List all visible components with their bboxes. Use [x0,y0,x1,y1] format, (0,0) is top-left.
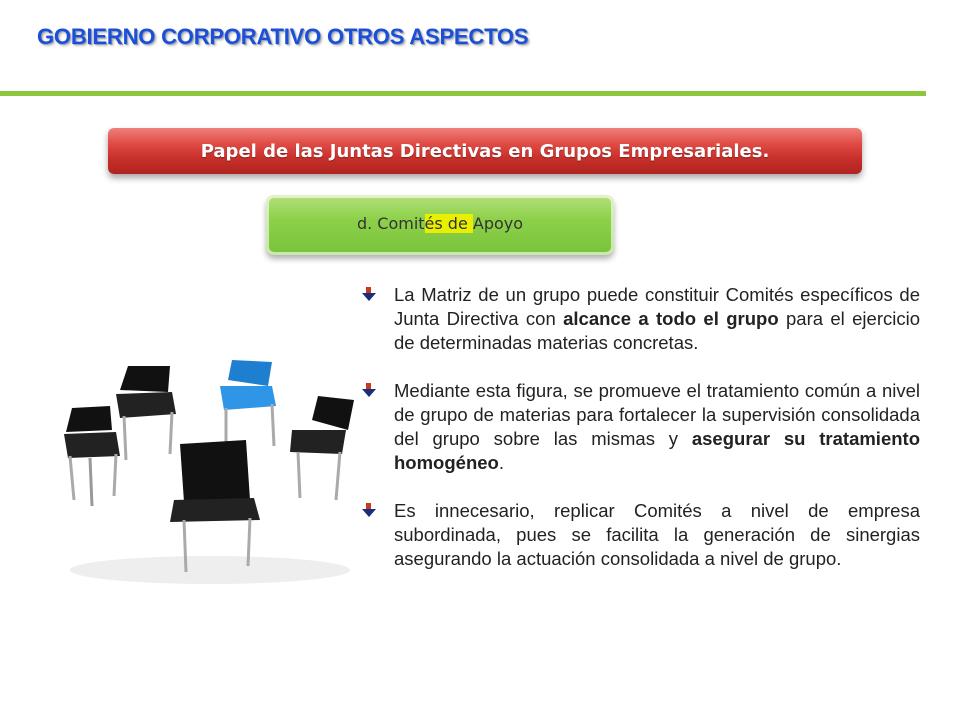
chair-right [290,396,354,500]
subsection-tag-label: d. Comités de Apoyo [356,214,524,233]
arrow-bullet-icon [362,383,376,397]
section-banner-label: Papel de las Juntas Directivas en Grupos Empresariales. [200,140,770,162]
list-item: La Matriz de un grupo puede constituir Comités específicos de Junta Directiva con alcance a todo el grupo para el ejercicio de determinadas materias concretas. [362,283,920,355]
chair-blue [220,360,276,452]
chair-left [64,406,120,506]
chair-front [170,440,260,572]
arrow-bullet-icon [362,503,376,517]
chair-back-left [116,366,176,460]
bullet-list [362,283,920,571]
arrow-bullet-icon [362,287,376,301]
chairs-in-circle-icon [60,360,360,590]
list-item: Mediante esta figura, se promueve el tratamiento común a nivel de grupo de materias para fortalecer la supervisión consolidada del grupo sobre las mismas y asegurar su tratamiento homogéneo. [362,379,920,475]
section-banner [108,128,862,174]
subsection-tag [266,195,614,255]
title-divider [0,91,926,96]
page-title: GOBIERNO CORPORATIVO OTROS ASPECTOS [37,24,529,49]
list-item: Es innecesario, replicar Comités a nivel de empresa subordinada, pues se facilita la generación de sinergias asegurando la actuación consolidada a nivel de grupo. [362,499,920,571]
